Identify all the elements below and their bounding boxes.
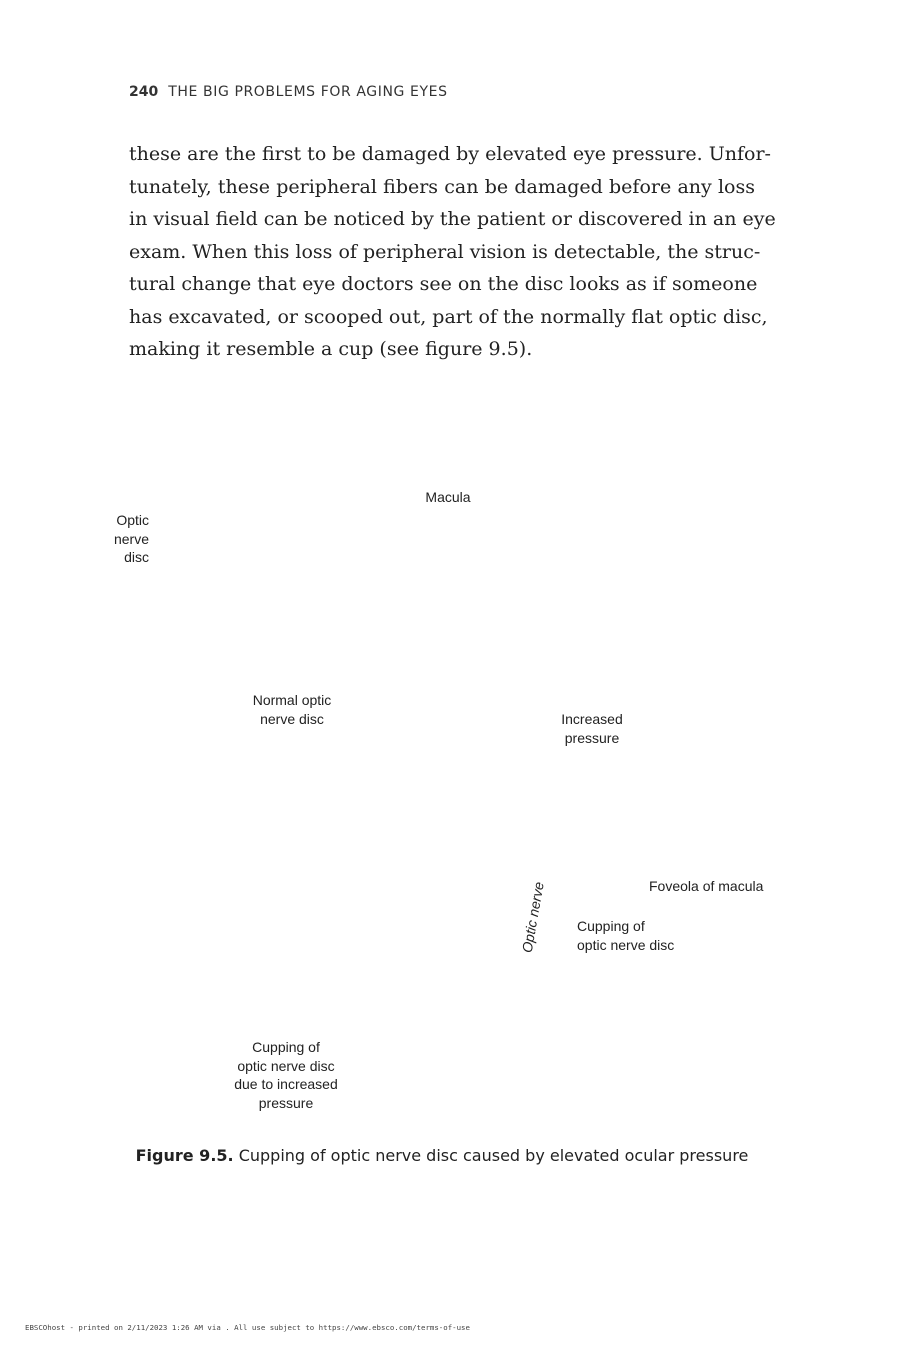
figure-label-cupping-of-optic-nerve-disc: Cupping of optic nerve disc	[577, 918, 675, 953]
body-line: in visual field can be noticed by the patient or discovered in an eye	[129, 208, 776, 230]
figure-label-increased-pressure: Increased pressure	[561, 711, 623, 746]
figure-label-optic-nerve-disc: Optic nerve disc	[113, 512, 149, 565]
body-line: tunately, these peripheral fibers can be damaged before any loss	[129, 175, 755, 198]
body-paragraph	[129, 138, 776, 366]
running-head	[129, 84, 448, 100]
footer-notice: EBSCOhost - printed on 2/11/2023 1:26 AM via . All use subject to https://www.ebsco.com/terms-of-use	[25, 1323, 470, 1332]
body-line: making it resemble a cup (see figure 9.5).	[129, 338, 533, 360]
figure-caption	[0, 1146, 884, 1165]
figure-label-normal-optic-nerve-disc: Normal optic nerve disc	[252, 692, 332, 727]
body-line: exam. When this loss of peripheral vision is detectable, the struc-	[129, 240, 761, 263]
figure-label-foveola-of-macula: Foveola of macula	[649, 878, 764, 894]
running-title: THE BIG PROBLEMS FOR AGING EYES	[168, 84, 448, 100]
body-line: these are the first to be damaged by elevated eye pressure. Unfor-	[129, 143, 771, 165]
figure-label-macula: Macula	[425, 489, 471, 505]
figure-caption-number: Figure 9.5.	[135, 1146, 234, 1165]
body-line: has excavated, or scooped out, part of the normally flat optic disc,	[129, 305, 768, 328]
figure-caption-text: Cupping of optic nerve disc caused by elevated ocular pressure	[238, 1146, 749, 1165]
body-line: tural change that eye doctors see on the disc looks as if someone	[129, 273, 758, 295]
figure-label-cupping-due-to-pressure: Cupping of optic nerve disc due to increased pressure	[234, 1039, 338, 1111]
page-number: 240	[129, 84, 159, 100]
figure-label-optic-nerve: Optic nerve	[518, 880, 547, 954]
